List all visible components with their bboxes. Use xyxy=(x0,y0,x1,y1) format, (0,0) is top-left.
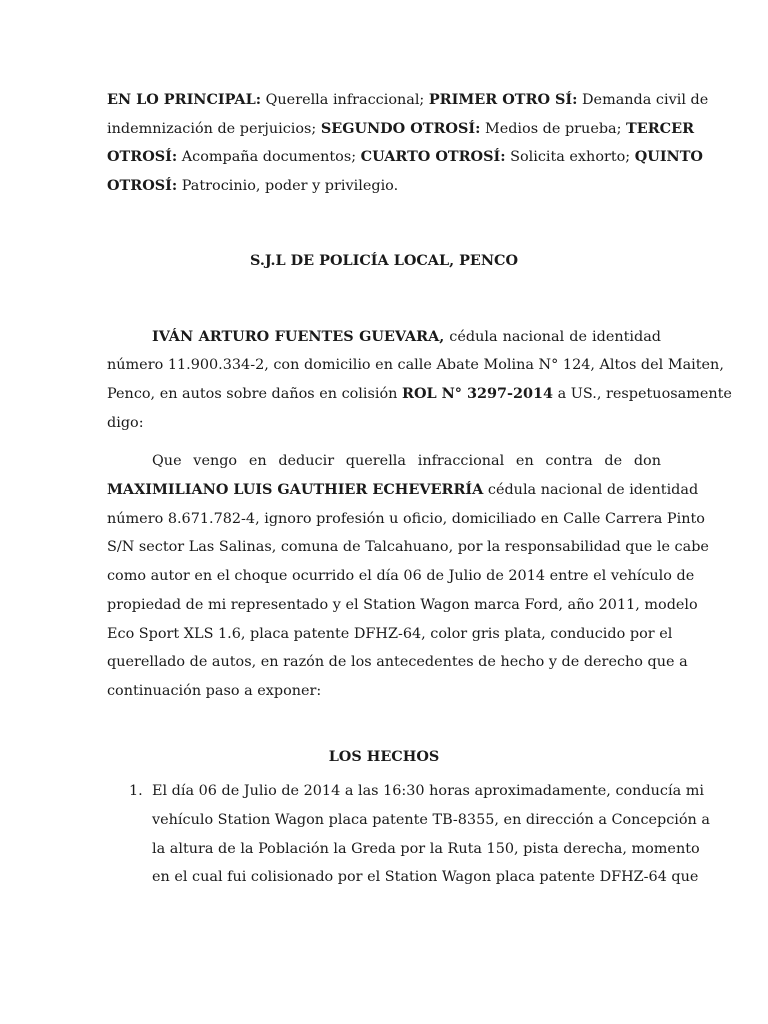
querella-line: querellado de autos, en razón de los antecedentes de hecho y de derecho que a xyxy=(107,654,688,671)
summary-line: OTROSÍ: Acompaña documentos; CUARTO OTROSÍ: Solicita exhorto; QUINTO xyxy=(107,148,703,166)
summary-line: indemnización de perjuicios; SEGUNDO OTROSÍ: Medios de prueba; TERCER xyxy=(107,119,695,137)
querella-line: propiedad de mi representado y el Station Wagon marca Ford, año 2011, modelo xyxy=(107,596,698,613)
summary-primer-otrosi-label: PRIMER OTRO SÍ: xyxy=(428,91,578,108)
summary-cuarto-otrosi-label: CUARTO OTROSÍ: xyxy=(360,148,506,166)
summary-principal-label: EN LO PRINCIPAL: xyxy=(107,91,262,108)
intro-line: número 11.900.334-2, con domicilio en calle Abate Molina N° 124, Altos del Maiten, xyxy=(107,357,724,374)
list-item-number: 1. xyxy=(129,783,143,800)
list-item-line: El día 06 de Julio de 2014 a las 16:30 horas aproximadamente, conducía mi xyxy=(152,783,704,800)
querella-line: S/N sector Las Salinas, comuna de Talcahuano, por la responsabilidad que le cabe xyxy=(107,539,709,556)
summary-block xyxy=(107,86,709,201)
summary-line: OTROSÍ: Patrocinio, poder y privilegio. xyxy=(107,177,399,195)
court-heading: S.J.L DE POLICÍA LOCAL, PENCO xyxy=(249,251,519,269)
list-item xyxy=(107,777,710,892)
summary-quinto-label: QUINTO xyxy=(634,148,703,166)
summary-segundo-otrosi-label: SEGUNDO OTROSÍ: xyxy=(320,119,481,137)
list-item-line: vehículo Station Wagon placa patente TB-8355, en dirección a Concepción a xyxy=(152,812,710,829)
querella-line: continuación paso a exponer: xyxy=(107,682,322,699)
querella-line: Que vengo en deducir querella infraccional en contra de don xyxy=(152,453,661,470)
list-item-line: la altura de la Población la Greda por la Ruta 150, pista derecha, momento xyxy=(152,840,700,857)
querella-line: Eco Sport XLS 1.6, placa patente DFHZ-64, color gris plata, conducido por el xyxy=(107,625,673,642)
summary-line: EN LO PRINCIPAL: Querella infraccional; PRIMER OTRO SÍ: Demanda civil de xyxy=(107,91,709,108)
document-body xyxy=(107,86,732,892)
summary-tercer-otrosi-label: OTROSÍ: xyxy=(107,148,178,166)
intro-line: digo: xyxy=(107,414,144,431)
plaintiff-name: IVÁN ARTURO FUENTES GUEVARA, xyxy=(152,327,445,345)
intro-paragraph xyxy=(107,323,732,438)
list-item-line: en el cual fui colisionado por el Station Wagon placa patente DFHZ-64 que xyxy=(152,869,699,886)
intro-line: Penco, en autos sobre daños en colisión ROL N° 3297-2014 a US., respetuosamente xyxy=(107,384,732,402)
querella-line: como autor en el choque ocurrido el día 06 de Julio de 2014 entre el vehículo de xyxy=(107,568,695,585)
querella-line: número 8.671.782-4, ignoro profesión u oficio, domiciliado en Calle Carrera Pinto xyxy=(107,510,705,527)
defendant-name: MAXIMILIANO LUIS GAUTHIER ECHEVERRÍA xyxy=(107,481,484,499)
summary-quinto-otrosi-label: OTROSÍ: xyxy=(107,177,178,195)
intro-line: IVÁN ARTURO FUENTES GUEVARA, cédula nacional de identidad xyxy=(152,327,661,345)
querella-paragraph xyxy=(107,447,709,705)
case-rol: ROL N° 3297-2014 xyxy=(402,384,554,402)
section-heading-hechos: LOS HECHOS xyxy=(328,747,440,765)
summary-tercer-label: TERCER xyxy=(626,119,695,137)
querella-line: MAXIMILIANO LUIS GAUTHIER ECHEVERRÍA cédula nacional de identidad xyxy=(107,481,699,499)
